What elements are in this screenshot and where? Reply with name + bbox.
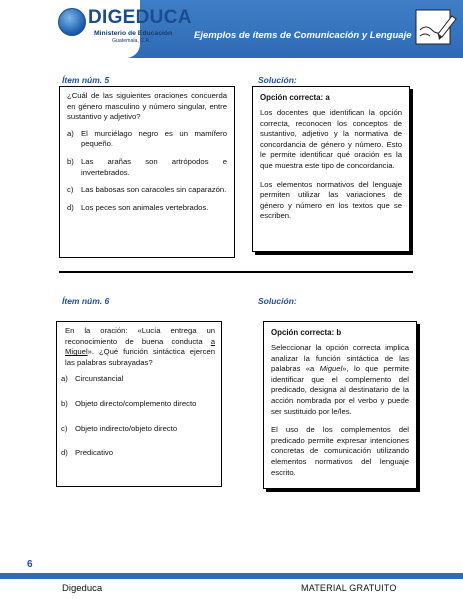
item-5-explanation: [260, 108, 402, 222]
item-5-question: ¿Cuál de las siguientes oraciones concuerda en género masculino y número singular, entre sustantivo y adjetivo?: [67, 91, 227, 122]
option-letter: d): [67, 202, 74, 212]
option-item: [67, 185, 227, 196]
item-6-answer-head: Opción correcta: b: [271, 328, 342, 337]
item-6-explanation: [271, 343, 409, 478]
item-5-options: [67, 129, 227, 214]
writing-hand-icon: [412, 4, 458, 50]
option-letter: b): [67, 156, 74, 166]
explanation-paragraph: Seleccionar la opción correcta implica analizar la función sintáctica de las palabras «a Miguel», lo que permite identificar que el complemento del predicado, designa al destinatario de la acción nombrada por el verbo y puede ser sustituido por le/les.: [271, 343, 410, 416]
option-text: Las arañas son artrópodos e invertebrados.: [81, 156, 227, 177]
option-text: Los peces son animales vertebrados.: [81, 202, 209, 212]
item-5-solution-label: Solución:: [258, 75, 297, 85]
header-title: Ejemplos de ítems de Comunicación y Lenguaje: [194, 30, 412, 41]
footer-left-text: Digeduca: [62, 583, 103, 594]
option-letter: c): [67, 185, 74, 195]
explanation-paragraph: El uso de los complementos del predicado permite expresar intenciones concretas de comunicación utilizando elementos normativos del lenguaje escrito.: [271, 425, 409, 477]
option-text: Predicativo: [75, 448, 114, 458]
item-5-answer-box: [252, 86, 410, 252]
item-6-question-box: [56, 321, 222, 487]
logo-text: DIGEDUCA: [88, 7, 192, 28]
item-6-solution-label: Solución:: [258, 296, 297, 306]
option-letter: c): [61, 423, 68, 433]
item-5-answer-head: Opción correcta: a: [260, 93, 330, 102]
section-divider: [59, 271, 413, 273]
option-item: [61, 448, 215, 459]
option-item: [67, 129, 227, 150]
item-6-options: [61, 374, 215, 458]
option-text: Objeto indirecto/objeto directo: [75, 423, 178, 433]
item-6-answer-box: [263, 321, 417, 489]
option-text: Las babosas son caracoles sin caparazón.: [81, 185, 227, 195]
option-letter: a): [67, 128, 74, 138]
option-letter: a): [61, 374, 68, 384]
page-number: 6: [27, 559, 33, 570]
option-letter: b): [61, 398, 68, 408]
footer-right-text: MATERIAL GRATUITO: [301, 583, 397, 593]
underlined-words: a Miguel: [65, 336, 215, 357]
option-item: [61, 374, 215, 385]
option-text: El murciélago negro es un mamífero pequeño.: [81, 128, 227, 149]
option-text: Objeto directo/complemento directo: [75, 398, 197, 408]
option-letter: d): [61, 448, 68, 458]
option-text: Circunstancial: [75, 374, 124, 384]
item-6-question: En la oración: «Lucía entrega un reconocimiento de buena conducta a Miguel». ¿Qué función sintáctica ejercen las palabras subrayadas?: [65, 326, 215, 367]
logo-ministry: Ministerio de Educación: [94, 30, 173, 37]
option-item: [61, 424, 215, 435]
option-item: [67, 157, 227, 178]
globe-logo-icon: [58, 8, 86, 36]
option-item: [67, 203, 227, 214]
item-5-question-box: [59, 86, 235, 258]
item-6-label: Ítem núm. 6: [62, 296, 110, 306]
explanation-paragraph: Los docentes que identifican la opción correcta, reconocen los conceptos de sustantivo, adjetivo y la normativa de concordancia de género y número. Esto le permite identificar qué oración es la que muestra este tipo de concordancia.: [260, 108, 402, 170]
footer-bar: [0, 573, 463, 579]
item-5-label: Ítem núm. 5: [62, 75, 110, 85]
logo-country: Guatemala, C.A.: [112, 38, 151, 44]
explanation-paragraph: Los elementos normativos del lenguaje permiten utilizar las variaciones de género y número en los textos que se escriben.: [260, 179, 402, 221]
option-item: [61, 399, 215, 410]
